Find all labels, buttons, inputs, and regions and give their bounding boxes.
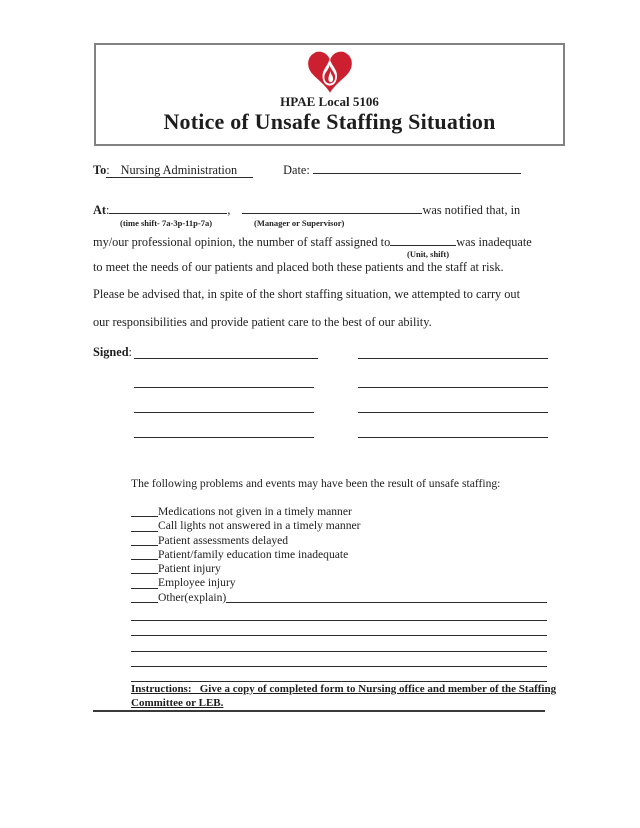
check-blank[interactable] [131,521,158,532]
risk-line: to meet the needs of our patients and placed both these patients and the staff at risk. [93,260,504,274]
signature-row-4 [93,424,549,438]
form-header-box [94,43,565,146]
to-value: Nursing Administration [120,163,238,177]
to-value-field: : Nursing Administration [106,163,253,178]
write-in-line[interactable] [131,652,547,667]
checklist-item-education: Patient/family education time inadequate [131,548,547,562]
signature-row-2 [93,374,549,388]
advisory-line-2: our responsibilities and provide patient care to the best of our ability. [93,315,432,329]
heart-flame-logo-icon [305,49,355,95]
instructions-line-1: Instructions: Give a copy of completed form to Nursing office and member of the Staffing [131,683,557,695]
write-in-line[interactable] [131,621,547,636]
signature-line[interactable] [358,358,548,359]
instructions-line-2: Committee or LEB. [131,697,224,710]
check-blank[interactable] [131,592,158,603]
at-line: At: , was notified that, in [93,203,521,217]
form-title: Notice of Unsafe Staffing Situation [163,109,496,134]
other-label: Other(explain) [158,590,227,604]
checklist-item-call-lights: Call lights not answered in a timely manner [131,519,547,533]
unit-shift-caption: (Unit, shift) [407,249,450,259]
at-line-suffix: was notified that, in [422,203,521,217]
checklist-item-assessments: Patient assessments delayed [131,534,547,548]
checklist [131,505,547,605]
org-name: HPAE Local 5106 [280,94,379,109]
check-blank[interactable] [131,549,158,560]
signature-line[interactable] [358,387,548,388]
write-in-line[interactable] [131,636,547,651]
checklist-item-medications: Medications not given in a timely manner [131,505,547,519]
instructions [131,682,561,710]
date-label: Date: [283,163,310,177]
write-in-lines [131,606,547,682]
at-label: At [93,203,106,217]
signature-line[interactable] [358,412,548,413]
advisory-line-1: Please be advised that, in spite of the short staffing situation, we attempted to carry out [93,287,520,301]
check-blank[interactable] [131,506,158,517]
write-in-line[interactable] [131,667,547,682]
time-shift-caption: (time shift- 7a-3p-11p-7a) [120,218,213,228]
other-explain-blank[interactable] [226,592,547,603]
signature-line[interactable] [134,358,318,359]
signature-line[interactable] [134,412,314,413]
to-date-line [93,161,521,178]
bottom-rule [93,710,545,712]
checklist-item-other [131,591,547,605]
checklist-intro: The following problems and events may have been the result of unsafe staffing: [131,477,501,490]
unit-shift-blank[interactable] [390,233,456,246]
manager-blank[interactable] [242,201,422,214]
signature-line[interactable] [358,437,548,438]
manager-caption: (Manager or Supervisor) [254,218,345,228]
write-in-line[interactable] [131,606,547,621]
signature-line[interactable] [134,387,314,388]
check-blank[interactable] [131,578,158,589]
check-blank[interactable] [131,563,158,574]
to-label: To [93,163,107,177]
check-blank[interactable] [131,535,158,546]
checklist-item-employee-injury: Employee injury [131,576,547,590]
time-shift-blank[interactable] [109,201,227,214]
signed-label: Signed: [93,345,132,359]
date-blank[interactable] [313,161,521,174]
signature-line[interactable] [134,437,314,438]
checklist-item-patient-injury: Patient injury [131,562,547,576]
signature-row-1 [93,345,549,359]
signature-row-3 [93,399,549,413]
staff-assigned-line: my/our professional opinion, the number of staff assigned to was inadequate [93,235,532,249]
